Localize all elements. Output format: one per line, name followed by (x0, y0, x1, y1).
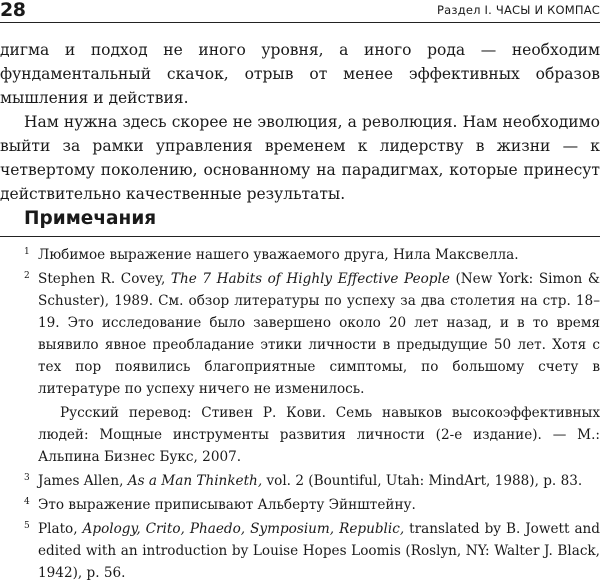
section-title: Примечания (24, 208, 157, 229)
note-number: 3 (24, 473, 30, 483)
note-text-rest: translated by B. Jowett and edited with an introduction by Louise Hopes Loomis (Roslyn, NY: Walter J. Black, 1942), p. 56. (38, 521, 600, 581)
note-book-title: Apology, Crito, Phaedo, Symposium, Republic, (82, 521, 405, 537)
note-number: 2 (24, 271, 30, 281)
body-paragraph: дигма и подход не иного уровня, а иного рода — необходим фундаментальный скачок, отрыв от менее эффективных образов мышления и действия. (0, 41, 600, 107)
body-paragraph: Нам нужна здесь скорее не эволюция, а революция. Нам необходимо выйти за рамки управления временем к лидерству в жизни — к четвертому поколению, основанному на парадигмах, которые принесут действительно качественные результаты. (0, 113, 600, 203)
note-text-lead: Stephen R. Covey, (38, 271, 171, 287)
body-text (0, 38, 600, 206)
note-number: 5 (24, 521, 30, 531)
note-book-title: The 7 Habits of Highly Effective People (170, 271, 450, 287)
page-number: 28 (0, 0, 26, 21)
note-translation: Русский перевод: Стивен Р. Кови. Семь навыков высокоэффективных людей: Мощные инструменты развития личности (2-е издание). — М.: Альпина Бизнес Букс, 2007. (38, 405, 600, 465)
note-item (0, 494, 600, 516)
note-text: Это выражение приписывают Альберту Эйнштейну. (38, 497, 416, 513)
note-text-lead: James Allen, (38, 473, 128, 489)
note-book-title: As a Man Thinketh, (127, 473, 263, 489)
note-text-rest: vol. 2 (Bountiful, Utah: MindArt, 1988), p. 83. (262, 473, 583, 489)
page-header (0, 0, 600, 23)
note-number: 1 (24, 247, 30, 257)
note-text-rest: (New York: Simon & Schuster), 1989. См. обзор литературы по успеху за два столетия на стр. 18–19. Это исследование было завершено около 20 лет назад, и в то время выявило явное преобладание этики личности в предыдущие 50 лет. Хотя с тех пор появились благоприятные симптомы, по большому счету в литературе по успеху ничего не изменилось. (38, 271, 600, 397)
section-divider (0, 236, 600, 237)
notes-list (0, 244, 600, 586)
note-item (0, 470, 600, 492)
note-text: Любимое выражение нашего уважаемого друга, Нила Максвелла. (38, 247, 519, 263)
running-head: Раздел I. ЧАСЫ И КОМПАС (437, 3, 600, 17)
note-item (0, 518, 600, 584)
note-item (0, 244, 600, 266)
note-item (0, 268, 600, 400)
note-number: 4 (24, 497, 30, 507)
note-text-lead: Plato, (38, 521, 83, 537)
